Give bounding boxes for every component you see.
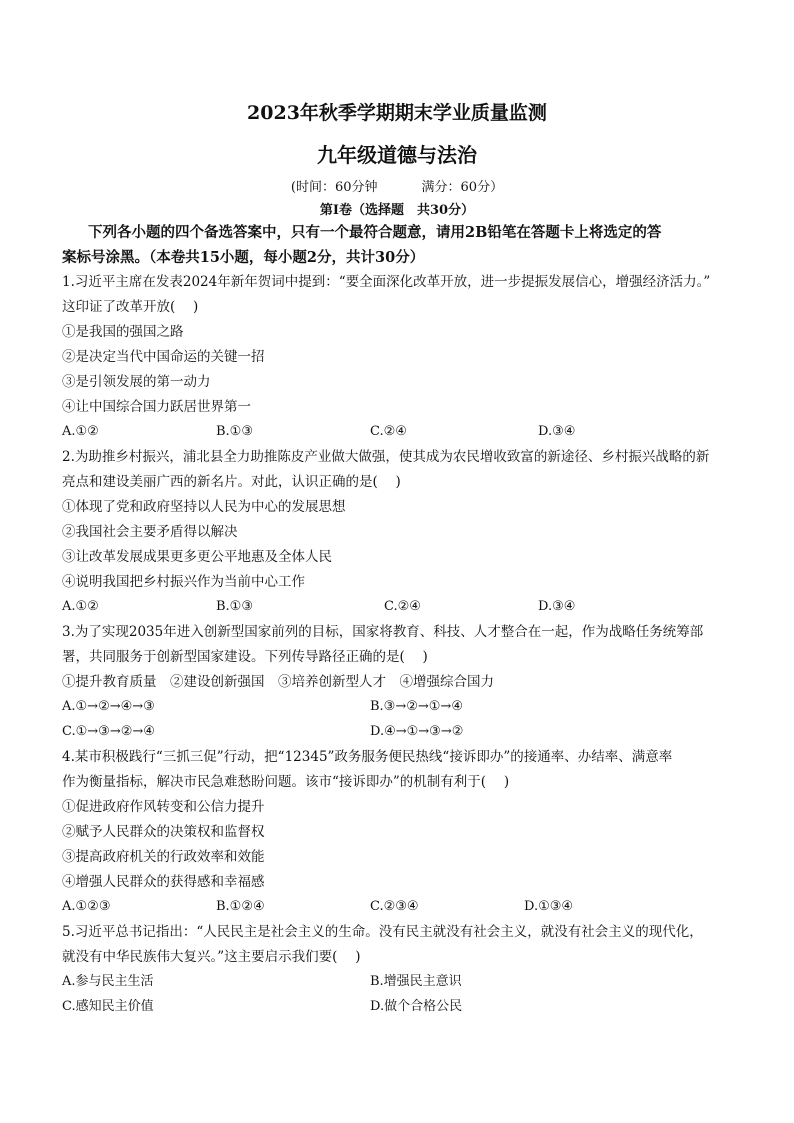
time-limit: (时间：60分钟: [290, 180, 378, 195]
instruction-line: 案标号涂黑。（本卷共15小题，每小题2分，共计30分）: [62, 249, 425, 266]
section-heading: 第Ⅰ卷（选择题 共30分）: [319, 203, 475, 218]
question-2-statement: ③让改革发展成果更多更公平地惠及全体人民: [62, 549, 332, 565]
question-3-option-a[interactable]: A.①→②→④→③: [62, 699, 155, 714]
question-3-stem: 署，共同服务于创新型国家建设。下列传导路径正确的是( ): [62, 649, 428, 665]
question-5-option-c[interactable]: C.感知民主价值: [62, 999, 154, 1014]
question-1-statement: ①是我国的强国之路: [62, 324, 184, 340]
question-3-statement: ①提升教育质量 ②建设创新强国 ③培养创新型人才 ④增强综合国力: [62, 674, 494, 690]
question-5-stem: 5.习近平总书记指出：“人民民主是社会主义的生命。没有民主就没有社会主义，就没有社会主义的现代化，: [62, 924, 703, 940]
question-2-option-c[interactable]: C.②④: [384, 599, 421, 614]
question-4-stem: 作为衡量指标，解决市民急难愁盼问题。该市“接诉即办”的机制有利于( ): [62, 774, 510, 790]
question-3-stem: 3.为了实现2035年进入创新型国家前列的目标，国家将教育、科技、人才整合在一起，作为战略任务统筹部: [62, 624, 704, 640]
exam-meta: [0, 176, 794, 195]
question-4-option-b[interactable]: B.①②④: [216, 899, 265, 914]
question-5-option-a[interactable]: A.参与民主生活: [62, 974, 154, 989]
question-2-option-b[interactable]: B.①③: [216, 599, 253, 614]
question-1-stem: 这印证了改革开放( ): [62, 299, 199, 315]
question-4-stem: 4.某市积极践行“三抓三促”行动，把“12345”政务服务便民热线“接诉即办”的接通率、办结率、满意率: [62, 749, 673, 765]
question-3-option-b[interactable]: B.③→②→①→④: [370, 699, 463, 714]
question-4-option-d[interactable]: D.①③④: [524, 899, 574, 914]
question-5-stem: 就没有中华民族伟大复兴。”这主要启示我们要( ): [62, 949, 361, 965]
question-4-statement: ④增强人民群众的获得感和幸福感: [62, 874, 265, 890]
question-2-statement: ④说明我国把乡村振兴作为当前中心工作: [62, 574, 305, 590]
question-5-option-d[interactable]: D.做个合格公民: [370, 999, 463, 1014]
question-3-option-d[interactable]: D.④→①→③→②: [370, 724, 464, 739]
instruction-line: 下列各小题的四个备选答案中，只有一个最符合题意，请用2B铅笔在答题卡上将选定的答: [88, 224, 662, 241]
question-2-option-a[interactable]: A.①②: [62, 599, 99, 614]
question-5-option-b[interactable]: B.增强民主意识: [370, 974, 462, 989]
question-4-statement: ③提高政府机关的行政效率和效能: [62, 849, 265, 865]
full-score: 满分：60分）: [421, 180, 504, 195]
question-2-statement: ①体现了党和政府坚持以人民为中心的发展思想: [62, 499, 346, 515]
question-2-stem: 亮点和建设美丽广西的新名片。对此，认识正确的是( ): [62, 474, 401, 490]
exam-title: 2023年秋季学期期末学业质量监测: [247, 102, 547, 124]
question-1-option-a[interactable]: A.①②: [62, 424, 99, 439]
question-2-statement: ②我国社会主要矛盾得以解决: [62, 524, 238, 540]
question-3-option-c[interactable]: C.①→③→②→④: [62, 724, 155, 739]
question-4-option-c[interactable]: C.②③④: [370, 899, 419, 914]
question-1-stem: 1.习近平主席在发表2024年新年贺词中提到：“要全面深化改革开放，进一步提振发展信心，增强经济活力。”: [62, 274, 711, 290]
question-1-option-d[interactable]: D.③④: [538, 424, 576, 439]
question-2-stem: 2.为助推乡村振兴，浦北县全力助推陈皮产业做大做强，使其成为农民增收致富的新途径、乡村振兴战略的新: [62, 449, 710, 465]
question-4-statement: ①促进政府作风转变和公信力提升: [62, 799, 265, 815]
question-4-option-a[interactable]: A.①②③: [62, 899, 111, 914]
question-4-statement: ②赋予人民群众的决策权和监督权: [62, 824, 265, 840]
question-1-statement: ④让中国综合国力跃居世界第一: [62, 399, 251, 415]
question-1-option-b[interactable]: B.①③: [216, 424, 253, 439]
question-1-statement: ③是引领发展的第一动力: [62, 374, 211, 390]
question-1-option-c[interactable]: C.②④: [370, 424, 407, 439]
question-1-statement: ②是决定当代中国命运的关键一招: [62, 349, 265, 365]
exam-subtitle: 九年级道德与法治: [317, 143, 477, 167]
question-2-option-d[interactable]: D.③④: [538, 599, 576, 614]
